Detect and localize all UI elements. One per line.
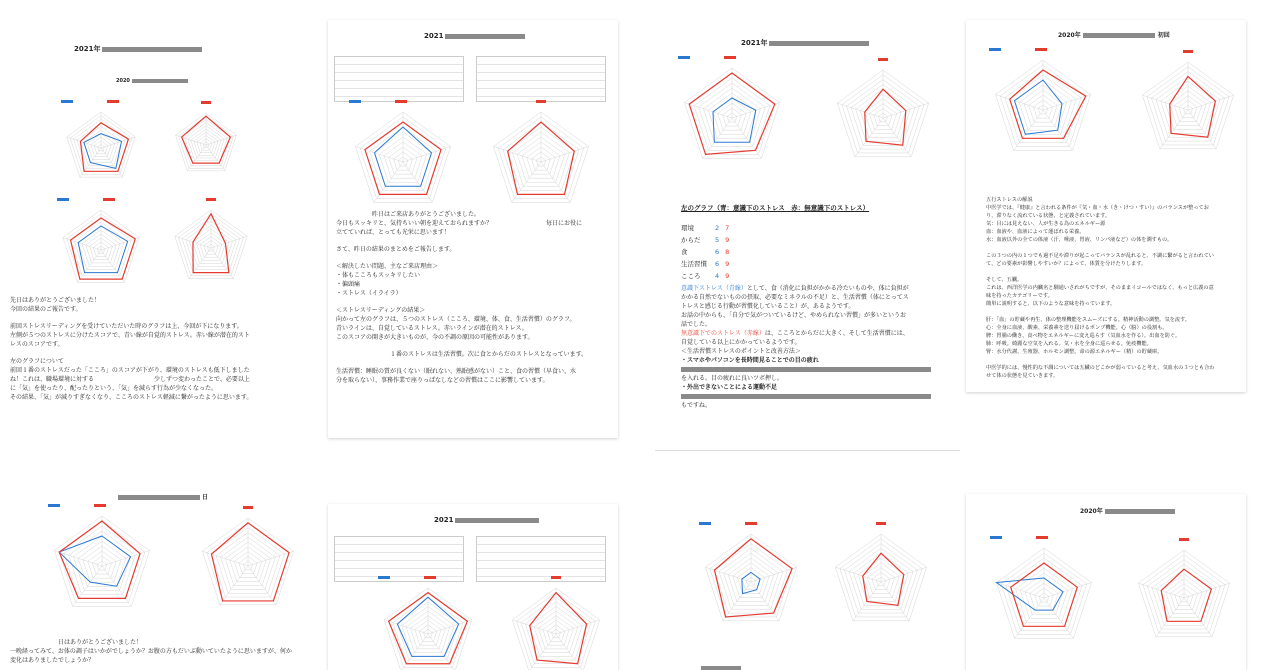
radar-chart xyxy=(655,490,955,670)
text-line: 立てていれば、とっても光栄に思います！ xyxy=(336,229,450,236)
axis-spoke xyxy=(835,567,881,582)
text-line: トレスと感じる行動が習慣化していること）が、あるようです。 xyxy=(681,303,855,310)
score-row: こころ 4 9 xyxy=(681,272,730,280)
axis-spoke xyxy=(512,620,556,634)
text-line: さて、昨日の結果のまとめをご報告します。 xyxy=(336,246,456,253)
chart-subtitle: 2020 xyxy=(116,78,188,84)
text-line: り、滞りなく流れている状態、と定義されています。 xyxy=(986,213,1111,219)
text-line xyxy=(986,308,1242,316)
text-line: 生活習慣：睡眠の質が良くない（眠れない、熟眠感がない）こと、食の習慣（早食い、水 xyxy=(336,368,577,375)
legend-swatch-red xyxy=(878,58,888,61)
text-line: 水：血液以外の全ての体液（汗、唾液、胃液、リンパ液など）の体を潤すもの。 xyxy=(986,237,1173,243)
text-line: 先日はありがとうございました！ xyxy=(10,297,101,304)
card-title: 2020年 初回 xyxy=(1058,32,1170,39)
text-line: 自覚している以上にかかっているようです。 xyxy=(681,339,801,346)
report-card-1[interactable] xyxy=(4,10,322,430)
axis-spoke xyxy=(556,620,600,634)
card-title: 2021 xyxy=(434,516,539,524)
report-body-fade xyxy=(701,664,821,670)
score-row: からだ 5 9 xyxy=(681,236,730,244)
axis-spoke xyxy=(202,551,248,566)
text-line xyxy=(336,298,616,306)
report-body xyxy=(336,210,616,385)
text-line xyxy=(336,342,616,350)
report-body xyxy=(10,296,318,402)
text-line: ・体もこころもスッキリしたい xyxy=(336,272,420,279)
text-line: 血：血液や、血液によって運ばれる栄養。 xyxy=(986,229,1085,235)
text-line: 左側が５つのストレスに分けたスコアで、青い線が自覚的ストレス。赤い線が潜在的スト xyxy=(10,332,250,339)
series-red xyxy=(1170,76,1216,137)
radar-chart xyxy=(4,10,304,310)
report-body xyxy=(10,638,320,665)
text-line: 肺：呼吸。綺麗な空気を入れる。気・水を全身に巡らせる。免疫機能。 xyxy=(986,341,1152,347)
unconscious-stress-label: 無意識下でのストレス（赤線） xyxy=(681,330,765,337)
text-line: 腎：水分代謝、生殖器、ホルモン調整。命の源エネルギー（精）の貯蔵庫。 xyxy=(986,349,1163,355)
report-card-7[interactable] xyxy=(655,490,960,670)
text-line: 肝：「血」の貯蔵や再生、体の整理機能をスムーズにする。精神活動の調整。気を流す。 xyxy=(986,317,1190,323)
text-line: 青いラインは、自覚しているストレス。赤いラインが潜在的ストレス。 xyxy=(336,325,528,332)
legend-swatch-red xyxy=(206,198,216,201)
text-line: 今日もスッキリと、気持ちいい朝を迎えておられますか？ 毎日にお役に xyxy=(336,220,582,227)
card-title: 日 xyxy=(118,492,208,501)
text-line: これは、西洋医学の内臓名と馴通いされがちですが、そのままイコールではなく、もっと広義の意 xyxy=(986,285,1214,291)
text-line: 向かって左のグラフは、５つのストレス（こころ、環境、体、食、生活習慣）のグラフ。 xyxy=(336,316,576,323)
report-body: 意識下ストレス（青線）として、食（消化に負担がかかる冷たいものや、体に負担が かかる自然でないものの摂取、必要なミネラルの不足）と、生活習慣（体にとってス トレスと感じる行動が習慣化していること）が、あるようです。 お話の中からも、「自分で気がついているけど、やめられない習慣」が多いというお 話でした。 無意識下でのストレス（赤線）は、こころとからだに大きく、そして生活習慣には、 自覚している以上にかかっているようです。 ＜生活習慣ストレスのポイントと改善方法＞ ・スマホやパソコンを長時間見ることでの目の疲れ を入れる。目の疲れに良いツボ押し。 ・外出できないことによる運動不足 もですね。 xyxy=(681,284,959,410)
text-line: 心：全身に血液、酸素、栄養素を送り届けるポンプ機能。心（脳）の役割も。 xyxy=(986,325,1168,331)
text-line xyxy=(10,314,318,322)
text-line xyxy=(336,254,616,262)
text-line: 脾：胃腸の働き、食べ物をエネルギーに変え巡らす（気血水を作る）。出血を防ぐ。 xyxy=(986,333,1181,339)
text-line: せて体の状態を見ていきます。 xyxy=(986,373,1059,379)
text-line: 簡単に説明すると、以下のような意味を持っています。 xyxy=(986,301,1116,307)
graph-heading: 左のグラフ（青：意識下のストレス 赤：無意識下のストレス） xyxy=(681,204,870,212)
report-card-8[interactable] xyxy=(966,494,1246,670)
report-body xyxy=(986,196,1242,380)
text-line: ＜解決したい問題、主なご来店理由＞ xyxy=(336,263,439,270)
text-line: 日はありがとうございました！ xyxy=(10,639,143,646)
text-line: 前回１番のストレスだった「こころ」のスコアが下がり、環境のストレスも低下しました xyxy=(10,367,250,374)
text-line: 中医学では、『健康』と言われる条件が『気・血・水（き・けつ・すい）』のバランスが整ってお xyxy=(986,205,1209,211)
radar-chart xyxy=(655,30,955,230)
text-line: このスコアの開きが大きいものが、今の不調の原因の可能性があります。 xyxy=(336,334,534,341)
text-line: その結果、「気」が減りすぎなくなり、こころのストレス軽減に繋がったように思います。 xyxy=(10,394,253,401)
text-line: 前回ストレスリーディングを受けていただいた時のグラフは上、今回が下になります。 xyxy=(10,323,243,330)
text-line: 気：目には見えない、人が生きる為のエネルギー源 xyxy=(986,221,1106,227)
axis-spoke xyxy=(1142,95,1188,110)
report-card-4[interactable] xyxy=(966,20,1246,392)
text-line: ＜ストレスリーディングの結果＞ xyxy=(336,307,426,314)
text-line xyxy=(336,359,616,367)
card-title: 2021年 xyxy=(741,38,869,48)
text-line: ね！これは、職場環境に対する 少しずつ変わったことで、必要以上 xyxy=(10,376,250,383)
legend-swatch-red xyxy=(243,506,253,509)
radar-chart xyxy=(966,20,1246,220)
text-line: お話の中からも、「自分で気がついているけど、やめられない習慣」が多いというお xyxy=(681,312,907,319)
text-line xyxy=(336,237,616,245)
axis-spoke xyxy=(493,147,541,162)
card-title: 2021 xyxy=(424,32,525,40)
text-line: 中医学的には、慢性的な不調については五臓のどこかが弱っていると考え、気血水の３つとも合わ xyxy=(986,365,1215,371)
card-title: 2020年 xyxy=(1080,506,1175,515)
text-line: 分を取らない）、事務作業で座りっぱなしなどの習慣はここに影響しています。 xyxy=(336,377,549,384)
text-line: この３つの内の１つでも過不足や滞りが起こってバランスが乱れると、不調に繋がると言われてい xyxy=(986,253,1214,259)
legend-swatch-red xyxy=(536,100,546,103)
legend-swatch-red xyxy=(1179,538,1189,541)
text-line: 五行ストレスの解説 xyxy=(986,197,1033,203)
conscious-stress-label: 意識下ストレス（青線） xyxy=(681,285,747,292)
text-line: に「気」を使ったり、配ったりという、「気」を減らす行為が少なくなった。 xyxy=(10,385,218,392)
report-card-2[interactable] xyxy=(328,20,618,438)
report-card-5[interactable] xyxy=(4,484,322,670)
text-line xyxy=(986,244,1242,252)
card-title: 2021年 xyxy=(74,44,202,54)
text-line: ・偏頭痛 xyxy=(336,281,361,288)
score-list xyxy=(681,222,791,282)
text-line: ＜生活習慣ストレスのポイントと改善方法＞ xyxy=(681,348,801,355)
text-line: １番のストレスは生活習慣。次に食とからだのストレスとなっています。 xyxy=(336,351,588,358)
legend-swatch-red xyxy=(551,576,561,579)
text-line: 一晩経ってみて、お体の調子はいかがでしょうか？お腹の方もだいぶ動いていたように思いますが、何か xyxy=(10,648,292,655)
text-line: かかる自然でないものの摂取、必要なミネラルの不足）と、生活習慣（体にとってス xyxy=(681,294,909,301)
axis-spoke xyxy=(211,236,247,248)
score-row: 生活習慣 6 9 xyxy=(681,260,730,268)
text-line xyxy=(10,349,318,357)
score-row: 環境 2 7 xyxy=(681,224,730,232)
score-row: 食 6 8 xyxy=(681,248,730,256)
radar-chart xyxy=(328,504,618,670)
report-card-3[interactable] xyxy=(655,30,960,451)
text-line: 味を持ったカテゴリーです。 xyxy=(986,293,1053,299)
text-line: 昨日はご来店ありがとうございました。 xyxy=(336,211,481,218)
text-line: て、どの要素が影響しやすいか？によって、体質を分けたりします。 xyxy=(986,261,1147,267)
legend-swatch-red xyxy=(1183,50,1193,53)
axis-spoke xyxy=(837,103,883,118)
text-line xyxy=(986,268,1242,276)
text-line: 今回の結果のご報告です。 xyxy=(10,306,82,313)
radar-chart xyxy=(966,494,1246,670)
text-line: 変化はありましたでしょうか？ xyxy=(10,657,95,664)
text-line: レスのスコアです。 xyxy=(10,341,64,348)
text-line: そして、五臓。 xyxy=(986,277,1023,283)
text-line: ・ストレス（イライラ） xyxy=(336,290,402,297)
text-line xyxy=(986,356,1242,364)
text-line: 話でした。 xyxy=(681,321,712,328)
axis-spoke xyxy=(541,147,589,162)
report-card-6[interactable] xyxy=(328,504,618,670)
text-line: 左のグラフについて xyxy=(10,358,64,365)
legend-swatch-red xyxy=(876,522,886,525)
